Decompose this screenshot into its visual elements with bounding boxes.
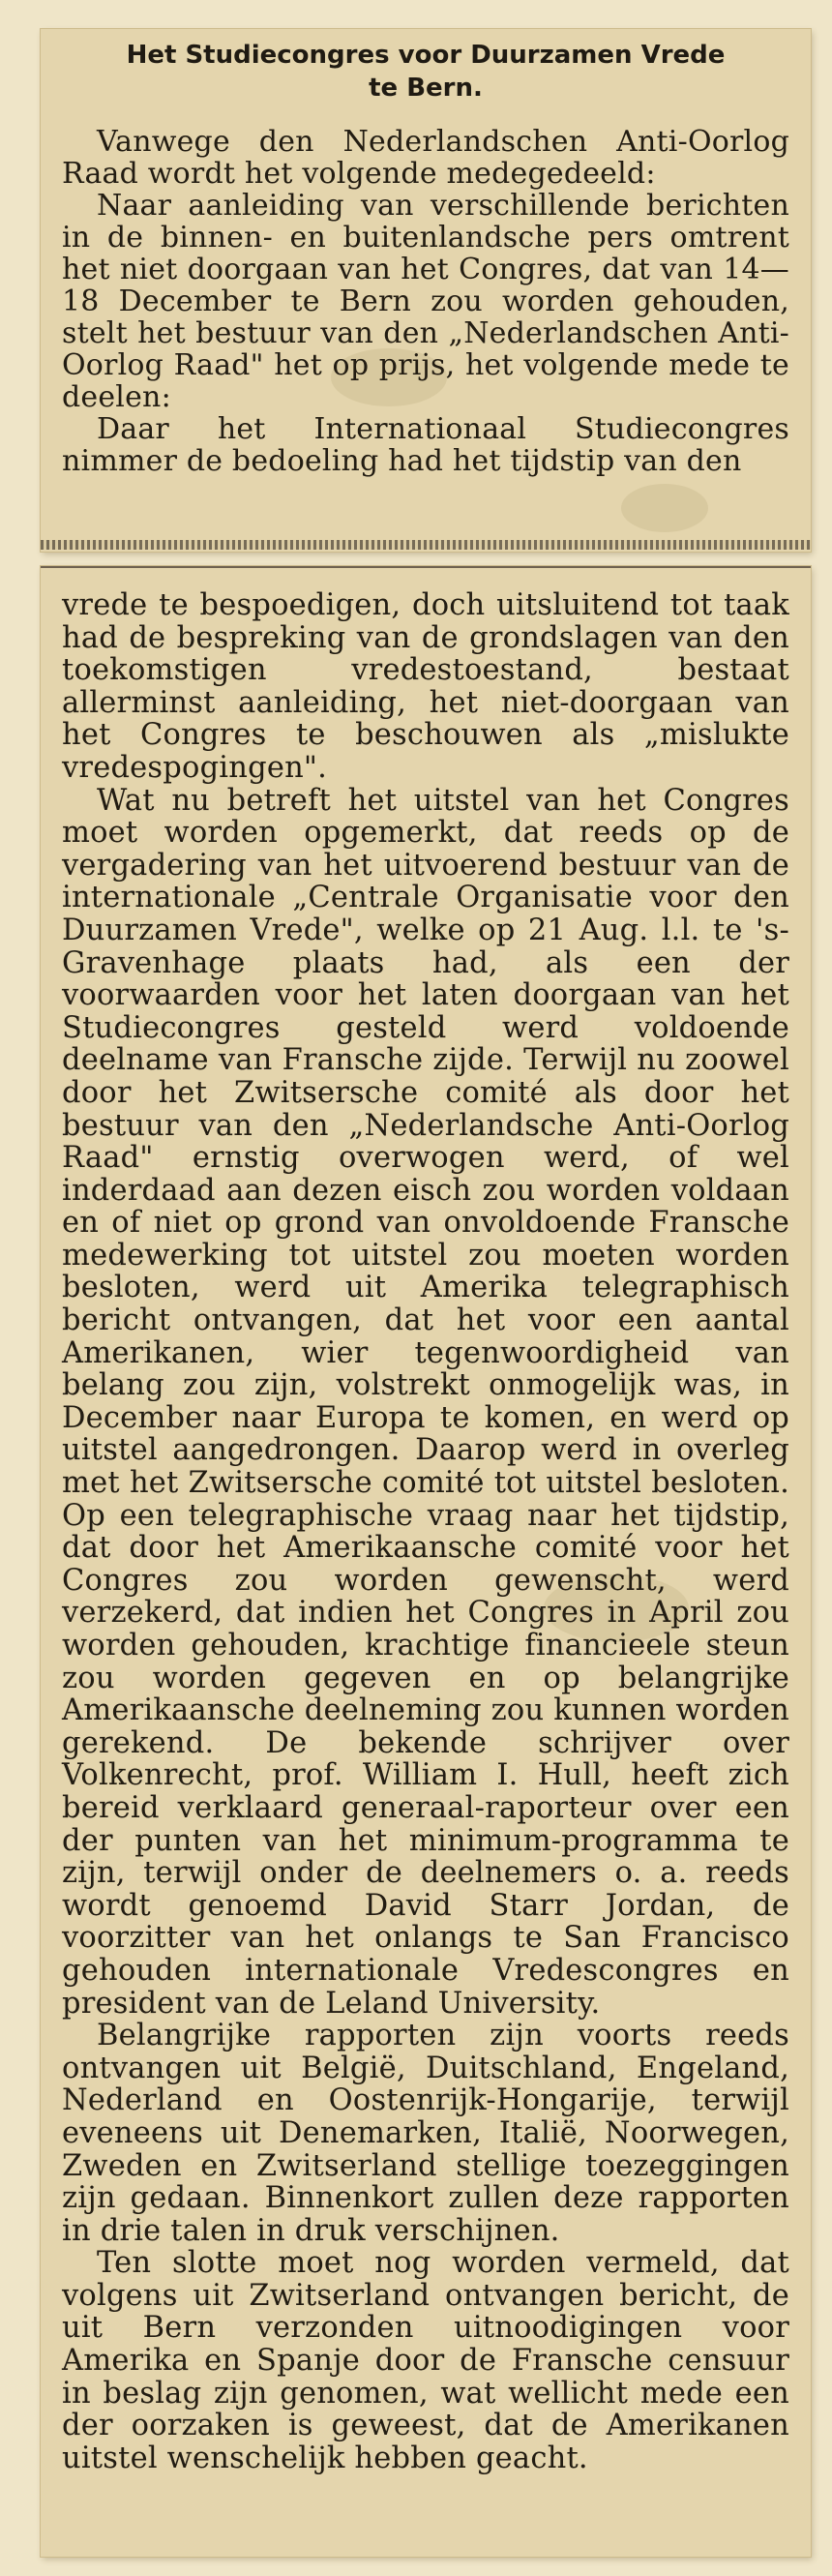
- paragraph: Wat nu betreft het uitstel van het Congres moet worden opgemerkt, dat reeds op de vergadering van het uitvoerend bestuur van de internationale „Centrale Organisatie voor den Duurzamen Vrede", welke op 21 Aug. l.l. te 's-Gravenhage plaats had, als een der voorwaarden voor het laten doorgaan van het Studiecongres gesteld werd voldoende deelname van Fransche zijde. Terwijl nu zoowel door het Zwitsersche comité als door het bestuur van den „Nederlandsche Anti-Oorlog Raad" ernstig overwogen werd, of wel inderdaad aan dezen eisch zou worden voldaan en of niet op grond van onvoldoende Fransche medewerking tot uitstel zou moeten worden besloten, werd uit Amerika telegraphisch bericht ontvangen, dat het voor een aantal Amerikanen, wier tegenwoordigheid van belang zou zijn, volstrekt onmogelijk was, in December naar Europa te komen, en werd op uitstel aangedrongen. Daarop werd in overleg met het Zwitsersche comité tot uitstel besloten. Op een telegraphische vraag naar het tijdstip, dat door het Amerikaansche comité voor het Congres zou worden gewenscht, werd verzekerd, dat indien het Congres in April zou worden gehouden, krachtige financieele steun zou worden gegeven en op belangrijke Amerikaansche deelneming zou kunnen worden gerekend. De bekende schrijver over Volkenrecht, prof. William I. Hull, heeft zich bereid verklaard generaal-raporteur over een der punten van het minimum-programma te zijn, terwijl onder de deelnemers o. a. reeds wordt genoemd David Starr Jordan, de voorzitter van het onlangs te San Francisco gehouden internationale Vredescongres en president van de Leland University.: [62, 783, 789, 2021]
- column-divider: [41, 540, 811, 550]
- article-column-top: [62, 126, 789, 477]
- paragraph: Vanwege den Nederlandschen Anti-Oorlog Raad wordt het volgende medegedeeld:: [62, 125, 789, 191]
- headline-line-1: Het Studiecongres voor Duurzamen Vrede: [126, 41, 726, 70]
- clipping-top: [41, 29, 811, 552]
- paragraph: Belangrijke rapporten zijn voorts reeds ontvangen uit België, Duitschland, Engeland, Nederland en Oostenrijk-Hongarije, terwijl eveneens uit Denemarken, Italië, Noorwegen, Zweden en Zwitserland stellige toezeggingen zijn gedaan. Binnenkort zullen deze rapporten in drie talen in druk verschijnen.: [62, 2019, 789, 2248]
- paragraph-continuation: vrede te bespoedigen, doch uitsluitend tot taak had de bespreking van de grondslagen van den toekomstigen vredestoestand, bestaat allerminst aanleiding, het niet-doorgaan van het Congres te beschouwen als „mislukte vredespogingen".: [62, 588, 789, 785]
- paragraph: Daar het Internationaal Studiecongres nimmer de bedoeling had het tijdstip van den: [62, 412, 789, 478]
- headline-line-2: te Bern.: [369, 74, 483, 103]
- article-column-bottom: [62, 589, 789, 2474]
- clipping-bottom: [41, 566, 811, 2557]
- headline: [41, 39, 811, 105]
- paragraph: Ten slotte moet nog worden vermeld, dat volgens uit Zwitserland ontvangen bericht, de uit Bern verzonden uitnoodigingen voor Amerika en Spanje door de Fransche censuur in beslag zijn genomen, wat wellicht mede een der oorzaken is geweest, dat de Amerikanen uitstel wenschelijk hebben geacht.: [62, 2246, 789, 2475]
- paragraph: Naar aanleiding van verschillende berichten in de binnen- en buitenlandsche pers omtrent het niet doorgaan van het Congres, dat van 14—18 December te Bern zou worden gehouden, stelt het bestuur van den „Nederlandschen Anti-Oorlog Raad" het op prijs, het volgende mede te deelen:: [62, 189, 789, 414]
- paper-stain: [621, 484, 708, 532]
